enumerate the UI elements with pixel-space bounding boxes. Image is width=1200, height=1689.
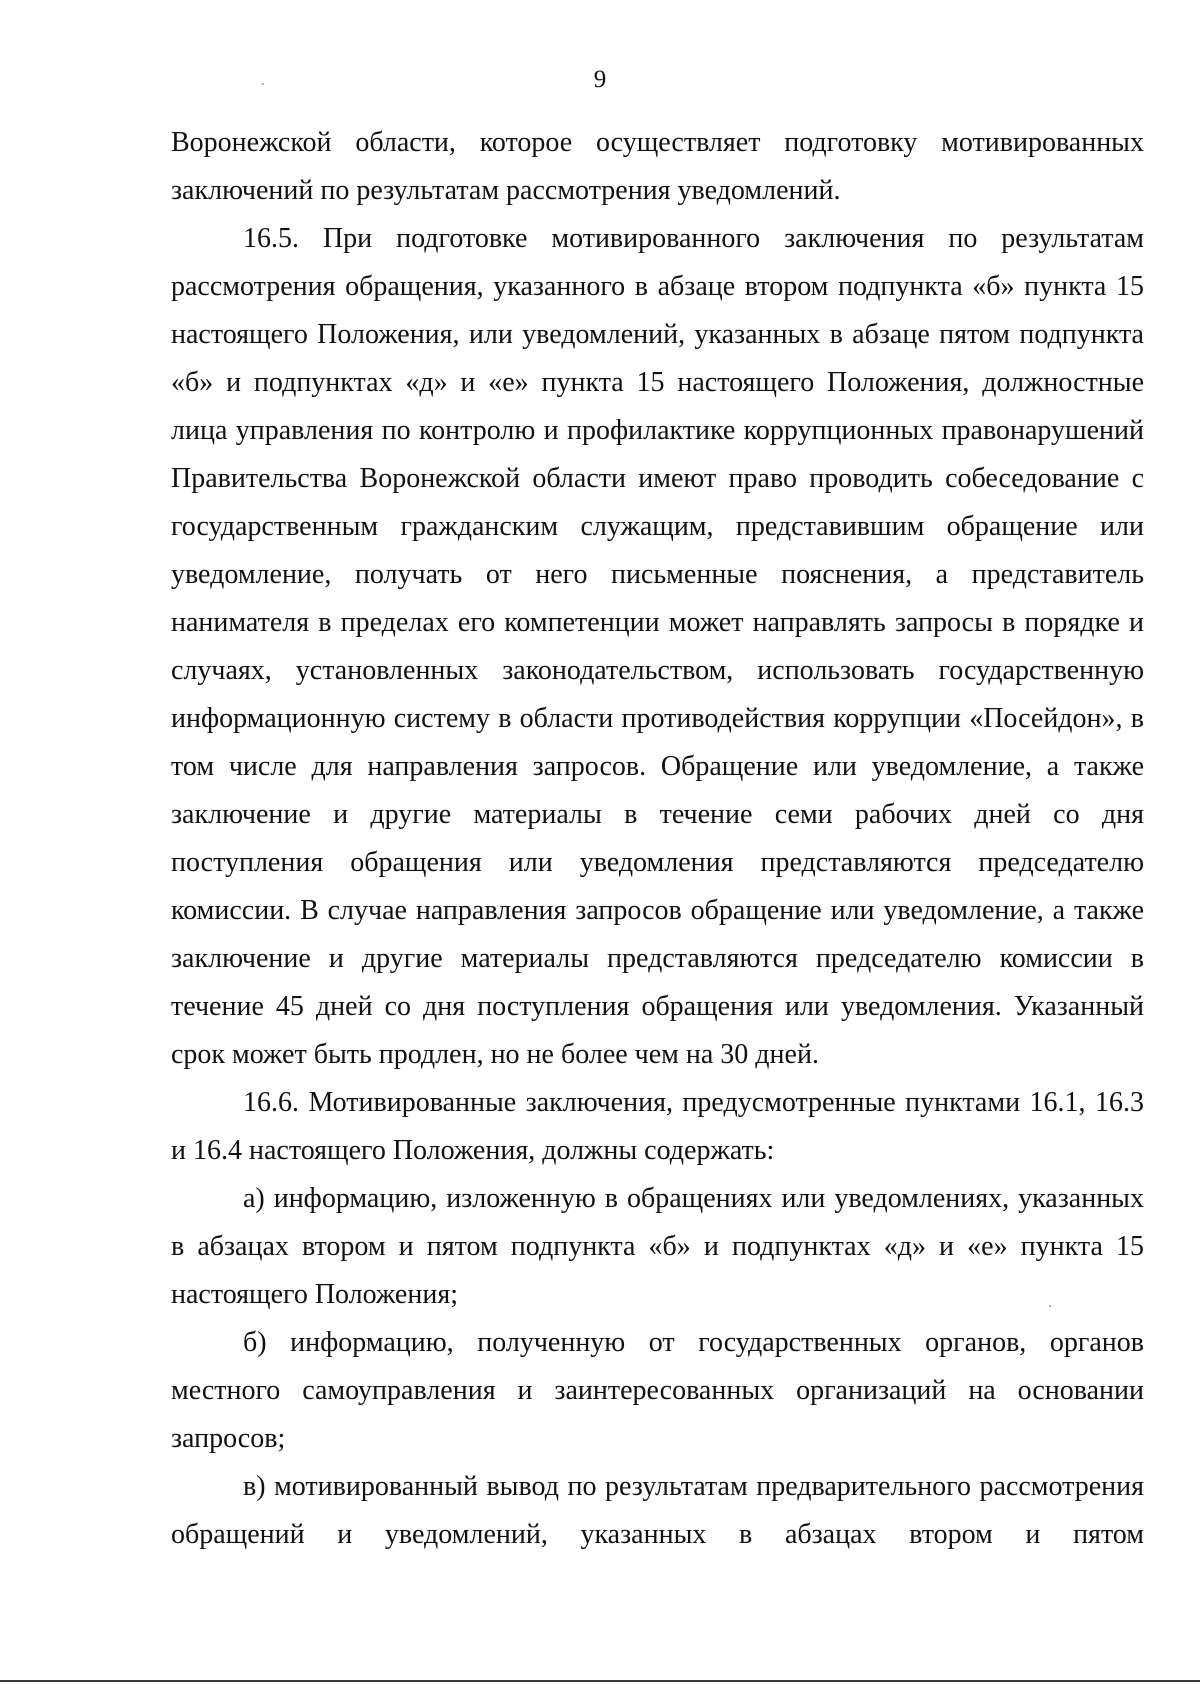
paragraph-16-6: 16.6. Мотивированные заключения, предусмотренные пунктами 16.1, 16.3 и 16.4 настоящего Положения, должны содержать: xyxy=(171,1087,1144,1166)
paragraph-16-5: 16.5. При подготовке мотивированного заключения по результатам рассмотрения обращения, указанного в абзаце втором подпункта «б» пункта 15 настоящего Положения, или уведомлений, указанных в абзаце пятом подпункта «б» и подпунктах «д» и «е» пункта 15 настоящего Положения, должностные лица управления по контролю и профилактике коррупционных правонарушений Правительства Воронежской области имеют право проводить собеседование с государственным гражданским служащим, представившим обращение или уведомление, получать от него письменные пояснения, а представитель нанимателя в пределах его компетенции может направлять запросы в порядке и случаях, установленных законодательством, использовать государственную информационную систему в области противодействия коррупции «Посейдон», в том числе для направления запросов. Обращение или уведомление, а также заключение и другие материалы в течение семи рабочих дней со дня поступления обращения или уведомления представляются председателю комиссии. В случае направления запросов обращение или уведомление, а также заключение и другие материалы представляются председателю комиссии в течение 45 дней со дня поступления обращения или уведомления. Указанный срок может быть продлен, но не более чем на 30 дней. xyxy=(171,223,1144,1070)
page-bottom-edge xyxy=(0,1680,1200,1682)
paragraph-16-6-a: а) информацию, изложенную в обращениях или уведомлениях, указанных в абзацах втором и пятом подпункта «б» и подпунктах «д» и «е» пункта 15 настоящего Положения; xyxy=(171,1183,1144,1310)
paragraph-16-6-b: б) информацию, полученную от государственных органов, органов местного самоуправления и заинтересованных организаций на основании запросов; xyxy=(171,1327,1144,1454)
document-body xyxy=(171,119,1144,1559)
scan-speck xyxy=(262,83,264,85)
scan-speck xyxy=(1049,1305,1051,1307)
paragraph-16-6-v: в) мотивированный вывод по результатам предварительного рассмотрения обращений и уведомлений, указанных в абзацах втором и пятом xyxy=(171,1471,1144,1550)
page-number: 9 xyxy=(593,66,607,93)
paragraph-continuation: Воронежской области, которое осуществляет подготовку мотивированных заключений по результатам рассмотрения уведомлений. xyxy=(171,127,1144,206)
